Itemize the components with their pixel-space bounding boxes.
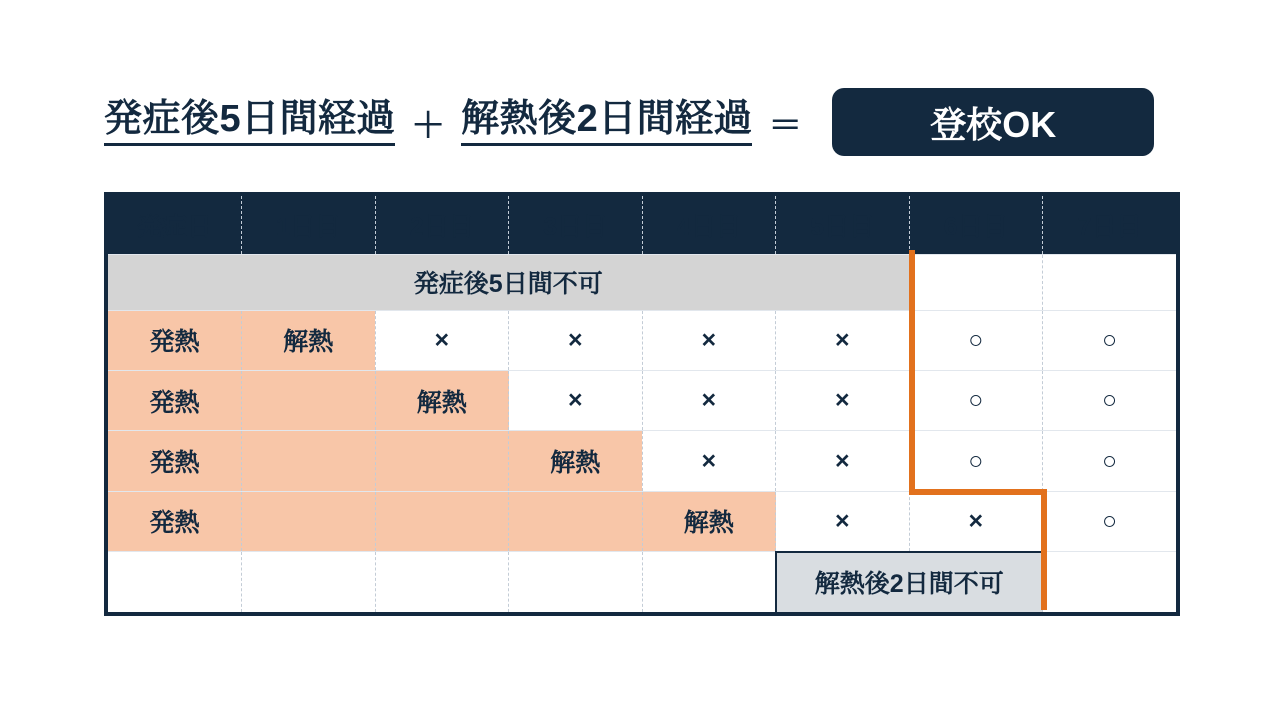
- column-header-day7: 7日目: [1043, 196, 1177, 254]
- cell-no: ×: [776, 310, 910, 370]
- band-empty-day6: [909, 254, 1043, 310]
- table-header-row: [108, 196, 1176, 254]
- note-empty-day4: [642, 552, 776, 612]
- cell-no: ×: [776, 491, 910, 551]
- cell-ok: ○: [1043, 371, 1177, 431]
- status-badge-school-ok: [832, 88, 1154, 156]
- cell-no: ×: [375, 310, 509, 370]
- cell-defervescence: 解熱: [642, 491, 776, 551]
- column-header-day2: 2日目: [375, 196, 509, 254]
- cell-peach-blank: [509, 491, 643, 551]
- cell-ok: ○: [909, 431, 1043, 491]
- note-empty-onset: [108, 552, 242, 612]
- table-body: [108, 254, 1176, 612]
- table-row: [108, 431, 1176, 491]
- cell-fever: 発熱: [108, 310, 242, 370]
- schedule-table-container: [104, 192, 1180, 616]
- cell-defervescence: 解熱: [375, 371, 509, 431]
- cell-no: ×: [776, 431, 910, 491]
- cell-peach-blank: [375, 491, 509, 551]
- table-row-band: [108, 254, 1176, 310]
- cell-ok: ○: [1043, 491, 1177, 551]
- table-row: [108, 310, 1176, 370]
- column-header-day1: 1日目: [242, 196, 376, 254]
- schedule-table: [108, 196, 1176, 612]
- table-header: [108, 196, 1176, 254]
- cell-ok: ○: [1043, 431, 1177, 491]
- column-header-day3: 3日目: [509, 196, 643, 254]
- cell-peach-blank: [242, 431, 376, 491]
- band-empty-day7: [1043, 254, 1177, 310]
- cell-peach-blank: [242, 491, 376, 551]
- cell-ok: ○: [1043, 310, 1177, 370]
- column-header-day4: 4日目: [642, 196, 776, 254]
- headline: [104, 84, 1194, 160]
- cell-peach-blank: [375, 431, 509, 491]
- column-header-day6: 6日目: [909, 196, 1043, 254]
- table-row: [108, 371, 1176, 431]
- band-label-onset-5days: 発症後5日間不可: [108, 254, 909, 310]
- headline-term-onset: 発症後5日間経過: [104, 98, 395, 147]
- note-empty-day3: [509, 552, 643, 612]
- cell-fever: 発熱: [108, 431, 242, 491]
- cell-defervescence: 解熱: [509, 431, 643, 491]
- cell-defervescence: 解熱: [242, 310, 376, 370]
- cell-peach-blank: [242, 371, 376, 431]
- cell-fever: 発熱: [108, 371, 242, 431]
- note-empty-day2: [375, 552, 509, 612]
- cell-no: ×: [509, 371, 643, 431]
- column-header-day5: 5日目: [776, 196, 910, 254]
- note-empty-day7: [1043, 552, 1177, 612]
- note-label-defervescence-2days: 解熱後2日間不可: [776, 552, 1043, 612]
- column-header-onset-day: 発症日: [108, 196, 242, 254]
- cell-no: ×: [509, 310, 643, 370]
- headline-plus: ＋: [411, 106, 446, 145]
- table-row: [108, 491, 1176, 551]
- headline-term-defervescence: 解熱後2日間経過: [461, 98, 752, 147]
- table-row-note: [108, 552, 1176, 612]
- headline-equals: ＝: [768, 106, 803, 145]
- cell-no: ×: [909, 491, 1043, 551]
- cell-fever: 発熱: [108, 491, 242, 551]
- cell-ok: ○: [909, 310, 1043, 370]
- cell-no: ×: [642, 371, 776, 431]
- cell-ok: ○: [909, 371, 1043, 431]
- status-badge-label: 登校OK: [930, 103, 1057, 145]
- cell-no: ×: [776, 371, 910, 431]
- note-empty-day1: [242, 552, 376, 612]
- cell-no: ×: [642, 431, 776, 491]
- cell-no: ×: [642, 310, 776, 370]
